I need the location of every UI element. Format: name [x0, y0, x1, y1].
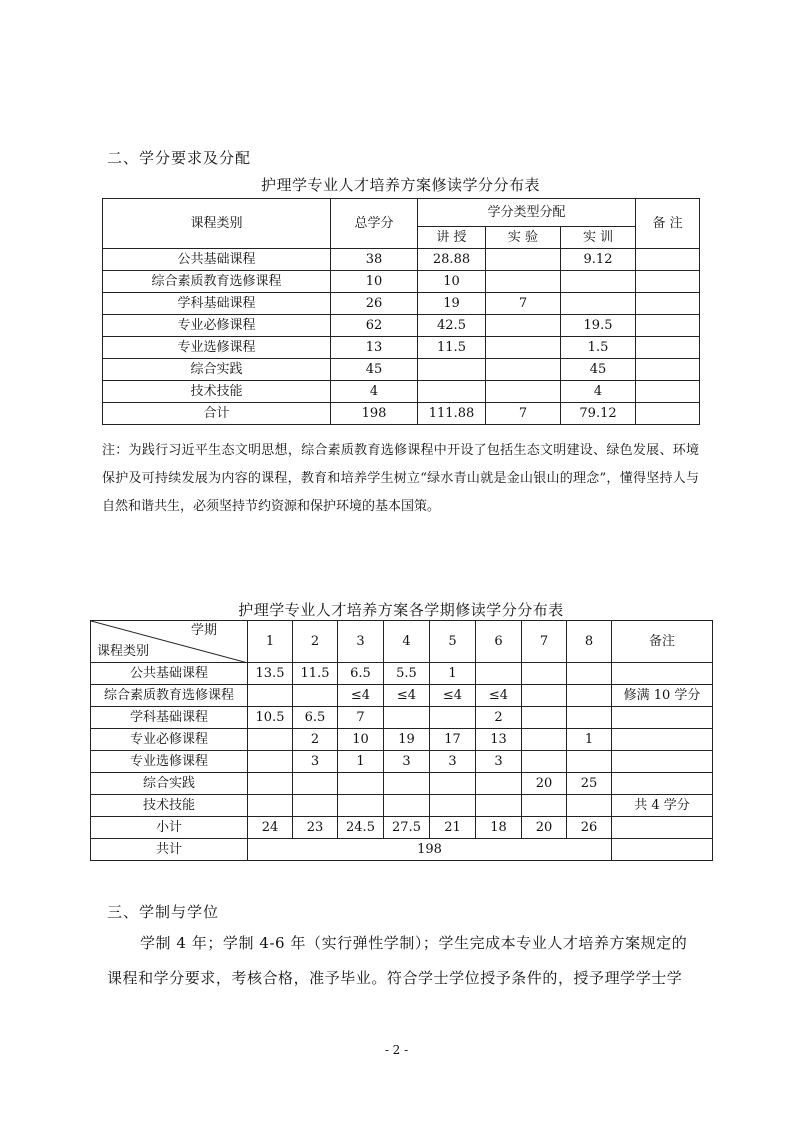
- row-cell: [486, 271, 561, 293]
- table1-title: 护理学专业人才培养方案修读学分分布表: [260, 176, 540, 194]
- row-cell: 13.5: [248, 663, 293, 685]
- page-number: - 2 -: [384, 1043, 409, 1057]
- semester-8-header: 8: [567, 621, 612, 663]
- grand-total-remark: [612, 839, 713, 861]
- row-cell: 10: [418, 271, 486, 293]
- row-cell: 6.5: [338, 663, 384, 685]
- row-cell: [476, 663, 522, 685]
- row-cell: 9.12: [561, 249, 636, 271]
- table-row: [103, 337, 700, 359]
- row-cell: [486, 359, 561, 381]
- remark-header: 备注: [612, 621, 713, 663]
- table-row: [91, 773, 713, 795]
- table-row: [103, 403, 700, 425]
- duration-paragraph-line1: 学制 4 年；学制 4-6 年（实行弹性学制）；学生完成本专业人才培养方案规定的: [140, 934, 688, 952]
- row-cell: ≤4: [430, 685, 476, 707]
- semester-2-header: 2: [293, 621, 338, 663]
- row-cell: [636, 381, 700, 403]
- row-cell: [561, 293, 636, 315]
- row-cell: 27.5: [384, 817, 430, 839]
- row-cell: 1.5: [561, 337, 636, 359]
- row-cell: 4: [561, 381, 636, 403]
- row-cell: 2: [293, 729, 338, 751]
- row-cell: 25: [567, 773, 612, 795]
- row-cell: 20: [522, 773, 567, 795]
- row-cell: 4: [331, 381, 418, 403]
- row-cell: [567, 663, 612, 685]
- table-row: [103, 315, 700, 337]
- table-row: [103, 249, 700, 271]
- row-remark: [612, 707, 713, 729]
- table-row: [103, 381, 700, 403]
- row-cell: ≤4: [384, 685, 430, 707]
- row-cell: 24: [248, 817, 293, 839]
- row-cell: 13: [476, 729, 522, 751]
- row-cell: [248, 795, 293, 817]
- row-cell: 7: [486, 403, 561, 425]
- row-cell: [567, 707, 612, 729]
- row-category: 技术技能: [103, 381, 331, 403]
- row-cell: [476, 795, 522, 817]
- row-cell: 3: [476, 751, 522, 773]
- row-cell: 7: [486, 293, 561, 315]
- row-cell: [248, 751, 293, 773]
- row-cell: 42.5: [418, 315, 486, 337]
- row-cell: 13: [331, 337, 418, 359]
- header-category: 课程类别: [103, 199, 331, 249]
- row-category: 学科基础课程: [103, 293, 331, 315]
- row-cell: 11.5: [418, 337, 486, 359]
- row-remark: [612, 729, 713, 751]
- row-remark: 修满 10 学分: [612, 685, 713, 707]
- row-cell: [384, 707, 430, 729]
- table1-body: [103, 249, 700, 425]
- header-lecture: 讲 授: [418, 226, 486, 248]
- row-cell: [293, 795, 338, 817]
- row-cell: 5.5: [384, 663, 430, 685]
- row-cell: 111.88: [418, 403, 486, 425]
- row-cell: [522, 751, 567, 773]
- header-practice: 实 训: [561, 226, 636, 248]
- row-cell: [486, 337, 561, 359]
- row-cell: 21: [430, 817, 476, 839]
- row-cell: [486, 381, 561, 403]
- semester-credit-table: [90, 620, 713, 861]
- row-cell: ≤4: [338, 685, 384, 707]
- row-cell: 3: [430, 751, 476, 773]
- row-cell: 20: [522, 817, 567, 839]
- row-category: 专业必修课程: [91, 729, 248, 751]
- row-category: 专业选修课程: [103, 337, 331, 359]
- table-row: [91, 707, 713, 729]
- table-row: [91, 685, 713, 707]
- row-cell: 45: [331, 359, 418, 381]
- row-cell: 1: [567, 729, 612, 751]
- row-cell: 26: [567, 817, 612, 839]
- row-category: 综合素质教育选修课程: [103, 271, 331, 293]
- row-cell: 11.5: [293, 663, 338, 685]
- ecology-note: 注：为践行习近平生态文明思想，综合素质教育选修课程中开设了包括生态文明建设、绿色发展、环境保护及可持续发展为内容的课程，教育和培养学生树立“绿水青山就是金山银山的理念”，懂得坚持人与自然和谐共生，必须坚持节约资源和保护环境的基本国策。: [102, 443, 699, 514]
- row-cell: [418, 359, 486, 381]
- grand-total-label: 共计: [91, 839, 248, 861]
- row-cell: [636, 315, 700, 337]
- table-row: [91, 795, 713, 817]
- grand-total-value: 198: [248, 839, 612, 861]
- row-cell: [567, 685, 612, 707]
- row-cell: [636, 249, 700, 271]
- row-remark: [612, 751, 713, 773]
- row-category: 专业选修课程: [91, 751, 248, 773]
- row-cell: [248, 773, 293, 795]
- row-cell: 19.5: [561, 315, 636, 337]
- row-cell: [486, 315, 561, 337]
- corner-category-label: 课程类别: [97, 644, 150, 659]
- row-cell: 1: [338, 751, 384, 773]
- duration-paragraph-line2: 课程和学分要求，考核合格，准予毕业。符合学士学位授予条件的，授予理学学士学: [107, 969, 683, 987]
- row-cell: [636, 359, 700, 381]
- row-cell: [522, 795, 567, 817]
- row-cell: [522, 663, 567, 685]
- table-row: [103, 271, 700, 293]
- semester-5-header: 5: [430, 621, 476, 663]
- table-row: [91, 729, 713, 751]
- row-cell: ≤4: [476, 685, 522, 707]
- row-cell: 10: [331, 271, 418, 293]
- row-cell: 3: [384, 751, 430, 773]
- semester-4-header: 4: [384, 621, 430, 663]
- row-cell: [338, 773, 384, 795]
- row-cell: [430, 773, 476, 795]
- row-cell: [636, 403, 700, 425]
- corner-semester-label: 学期: [190, 623, 217, 638]
- row-cell: 2: [476, 707, 522, 729]
- table-row: [91, 751, 713, 773]
- table-row: [103, 293, 700, 315]
- credit-distribution-table: [102, 198, 700, 425]
- row-cell: [476, 773, 522, 795]
- semester-6-header: 6: [476, 621, 522, 663]
- row-cell: [636, 271, 700, 293]
- row-cell: [522, 707, 567, 729]
- header-remark: 备 注: [636, 199, 700, 249]
- row-category: 综合实践: [91, 773, 248, 795]
- row-category: 公共基础课程: [103, 249, 331, 271]
- row-cell: 79.12: [561, 403, 636, 425]
- row-remark: [612, 817, 713, 839]
- row-cell: [418, 381, 486, 403]
- row-cell: 18: [476, 817, 522, 839]
- row-cell: [384, 773, 430, 795]
- row-remark: [612, 663, 713, 685]
- semester-3-header: 3: [338, 621, 384, 663]
- row-cell: 1: [430, 663, 476, 685]
- row-cell: 23: [293, 817, 338, 839]
- corner-header-cell: [91, 621, 248, 663]
- row-cell: 45: [561, 359, 636, 381]
- row-category: 小计: [91, 817, 248, 839]
- row-cell: 38: [331, 249, 418, 271]
- header-total-credits: 总学分: [331, 199, 418, 249]
- row-cell: [248, 729, 293, 751]
- header-credit-type: 学分类型分配: [418, 199, 636, 227]
- row-remark: [612, 773, 713, 795]
- row-category: 学科基础课程: [91, 707, 248, 729]
- row-cell: [567, 795, 612, 817]
- row-cell: 7: [338, 707, 384, 729]
- section-heading-duration: 三、学制与学位: [107, 903, 220, 921]
- row-cell: 28.88: [418, 249, 486, 271]
- row-cell: [430, 795, 476, 817]
- row-cell: [567, 751, 612, 773]
- table2-body: [91, 663, 713, 839]
- semester-7-header: 7: [522, 621, 567, 663]
- row-cell: [293, 773, 338, 795]
- row-cell: [486, 249, 561, 271]
- row-cell: [430, 707, 476, 729]
- row-cell: 19: [418, 293, 486, 315]
- row-cell: [636, 293, 700, 315]
- table-row: [103, 359, 700, 381]
- row-cell: [293, 685, 338, 707]
- table-row: [91, 663, 713, 685]
- section-heading-credits: 二、学分要求及分配: [107, 149, 252, 167]
- row-cell: 17: [430, 729, 476, 751]
- row-cell: [636, 337, 700, 359]
- row-category: 专业必修课程: [103, 315, 331, 337]
- row-cell: 62: [331, 315, 418, 337]
- table-row: [91, 817, 713, 839]
- row-category: 合计: [103, 403, 331, 425]
- semester-1-header: 1: [248, 621, 293, 663]
- row-cell: [522, 685, 567, 707]
- row-cell: 198: [331, 403, 418, 425]
- row-category: 技术技能: [91, 795, 248, 817]
- row-cell: 26: [331, 293, 418, 315]
- row-category: 综合素质教育选修课程: [91, 685, 248, 707]
- row-category: 综合实践: [103, 359, 331, 381]
- row-category: 公共基础课程: [91, 663, 248, 685]
- row-cell: 3: [293, 751, 338, 773]
- row-cell: [338, 795, 384, 817]
- row-remark: 共 4 学分: [612, 795, 713, 817]
- row-cell: [561, 271, 636, 293]
- header-experiment: 实 验: [486, 226, 561, 248]
- row-cell: 19: [384, 729, 430, 751]
- row-cell: [522, 729, 567, 751]
- row-cell: 24.5: [338, 817, 384, 839]
- row-cell: 10.5: [248, 707, 293, 729]
- row-cell: [248, 685, 293, 707]
- row-cell: 10: [338, 729, 384, 751]
- row-cell: [384, 795, 430, 817]
- table2-title: 护理学专业人才培养方案各学期修读学分分布表: [238, 601, 564, 619]
- row-cell: 6.5: [293, 707, 338, 729]
